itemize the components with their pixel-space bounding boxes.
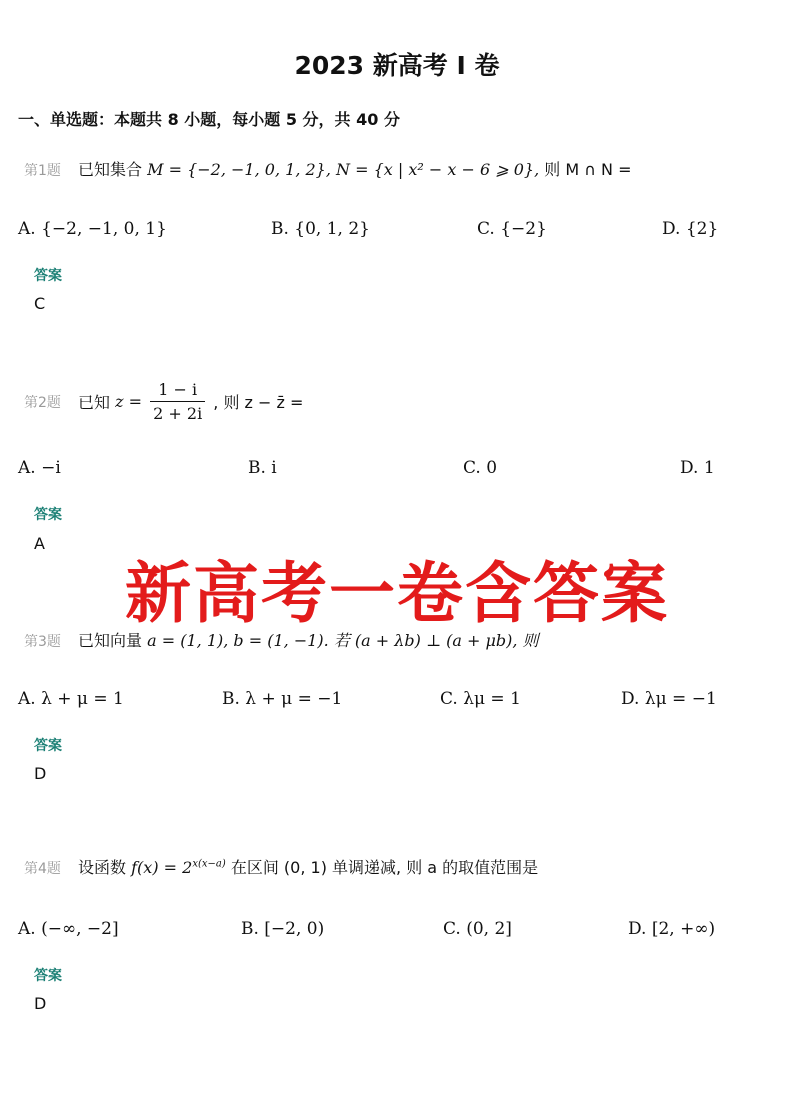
answer-label: 答案 xyxy=(34,268,62,284)
option-a: A. {−2, −1, 0, 1} xyxy=(18,219,167,239)
function-expression: f(x) = 2 xyxy=(131,858,193,877)
question-math: M = {−2, −1, 0, 1, 2}, N = {x | x² − x − 6 ⩾ 0}, xyxy=(147,160,540,179)
option-a: A. −i xyxy=(18,458,61,478)
answer-value: D xyxy=(34,764,47,783)
option-d: D. 1 xyxy=(680,458,715,478)
option-c: C. λμ = 1 xyxy=(440,689,521,709)
question-math xyxy=(131,858,226,877)
question-text-suffix: 在区间 (0, 1) 单调递减, 则 a 的取值范围是 xyxy=(230,858,539,877)
question-3-stem xyxy=(24,628,539,651)
answer-value: C xyxy=(34,294,46,313)
question-math: a = (1, 1), b = (1, −1). 若 (a + λb) ⊥ (a + μb), 则 xyxy=(147,631,539,650)
answer-value: D xyxy=(34,994,47,1013)
question-math: z = xyxy=(115,392,143,412)
question-4-stem xyxy=(24,855,538,878)
option-d: D. [2, +∞) xyxy=(628,919,716,939)
option-a: A. λ + μ = 1 xyxy=(18,689,124,709)
exponent: x(x−a) xyxy=(192,858,226,870)
option-c: C. 0 xyxy=(463,458,498,478)
fraction xyxy=(150,380,205,423)
question-text-suffix: , 则 z − z̄ = xyxy=(213,393,304,413)
answer-label: 答案 xyxy=(34,968,62,984)
question-text: 已知 xyxy=(78,393,111,413)
question-number: 第3题 xyxy=(24,634,61,650)
section-heading: 一、单选题：本题共 8 小题，每小题 5 分，共 40 分 xyxy=(18,110,400,129)
question-number: 第1题 xyxy=(24,163,61,179)
answer-label: 答案 xyxy=(34,507,62,523)
question-text-suffix: 则 M ∩ N = xyxy=(544,160,632,179)
page-title: 2023 新高考 I 卷 xyxy=(294,51,500,80)
question-text: 已知向量 xyxy=(78,631,143,650)
fraction-denominator: 2 + 2i xyxy=(153,404,203,424)
option-c: C. (0, 2] xyxy=(443,919,512,939)
answer-value: A xyxy=(34,534,45,553)
question-number: 第4题 xyxy=(24,861,61,877)
watermark-banner: 新高考一卷含答案 xyxy=(125,555,669,632)
answer-label: 答案 xyxy=(34,738,62,754)
question-text: 已知集合 xyxy=(78,160,143,179)
question-text: 设函数 xyxy=(78,858,127,877)
option-b: B. λ + μ = −1 xyxy=(222,689,343,709)
option-d: D. {2} xyxy=(662,219,719,239)
option-b: B. [−2, 0) xyxy=(241,919,325,939)
question-number: 第2题 xyxy=(24,394,61,411)
option-a: A. (−∞, −2] xyxy=(18,919,119,939)
option-b: B. {0, 1, 2} xyxy=(271,219,370,239)
question-1-stem xyxy=(24,157,632,180)
fraction-numerator: 1 − i xyxy=(150,380,205,402)
option-c: C. {−2} xyxy=(477,219,547,239)
option-d: D. λμ = −1 xyxy=(621,689,717,709)
question-2-stem xyxy=(24,380,303,423)
option-b: B. i xyxy=(248,458,277,478)
